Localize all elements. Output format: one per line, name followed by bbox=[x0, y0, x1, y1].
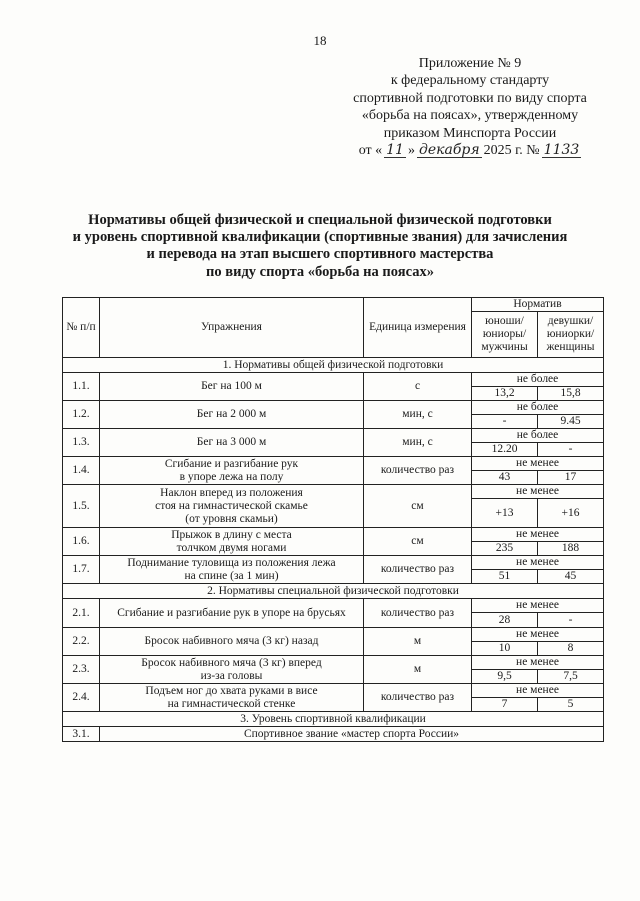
title-line: и перевода на этап высшего спортивного мастерства bbox=[146, 246, 494, 263]
value-male: 235 bbox=[472, 542, 538, 556]
row-number: 1.5. bbox=[63, 485, 100, 528]
row-unit: см bbox=[364, 528, 472, 556]
table-row bbox=[63, 457, 604, 471]
section-header-row bbox=[63, 712, 604, 727]
value-male: 12.20 bbox=[472, 443, 538, 457]
value-male: 7 bbox=[472, 698, 538, 712]
row-limit: не менее bbox=[472, 528, 604, 542]
table-row bbox=[63, 556, 604, 570]
document-title bbox=[40, 212, 600, 281]
row-limit: не менее bbox=[472, 599, 604, 613]
row-number: 1.2. bbox=[63, 401, 100, 429]
value-female: - bbox=[538, 613, 604, 628]
row-unit: количество раз bbox=[364, 556, 472, 584]
table-header-row bbox=[63, 298, 604, 312]
value-female: 45 bbox=[538, 570, 604, 584]
table-row bbox=[63, 656, 604, 670]
row-number: 1.7. bbox=[63, 556, 100, 584]
row-unit: мин, с bbox=[364, 429, 472, 457]
row-number: 1.6. bbox=[63, 528, 100, 556]
appendix-line: к федеральному стандарту bbox=[390, 73, 550, 89]
value-female: 5 bbox=[538, 698, 604, 712]
value-male: +13 bbox=[472, 499, 538, 528]
table-row bbox=[63, 429, 604, 443]
row-exercise: Бег на 3 000 м bbox=[100, 429, 364, 457]
row-exercise: Бег на 2 000 м bbox=[100, 401, 364, 429]
qualification-number: 3.1. bbox=[63, 727, 100, 742]
row-exercise: Бег на 100 м bbox=[100, 373, 364, 401]
value-female: - bbox=[538, 443, 604, 457]
date-mid: » bbox=[407, 143, 415, 159]
title-line: Нормативы общей физической и специальной физической подготовки bbox=[88, 212, 552, 228]
value-female: 17 bbox=[538, 471, 604, 485]
section-title: 1. Нормативы общей физической подготовки bbox=[63, 358, 604, 373]
section-header-row bbox=[63, 358, 604, 373]
row-number: 1.1. bbox=[63, 373, 100, 401]
row-limit: не менее bbox=[472, 684, 604, 698]
header-num: № п/п bbox=[63, 298, 100, 358]
handwritten-month: декабря bbox=[418, 142, 480, 159]
header-norm: Норматив bbox=[472, 298, 604, 312]
table-row bbox=[63, 373, 604, 387]
appendix-line: приказом Минспорта России bbox=[383, 125, 557, 141]
value-male: 28 bbox=[472, 613, 538, 628]
table-row bbox=[63, 401, 604, 415]
value-male: 9,5 bbox=[472, 670, 538, 684]
value-male: 13,2 bbox=[472, 387, 538, 401]
norms-table bbox=[62, 297, 604, 742]
title-line: и уровень спортивной квалификации (спортивные звания) для зачисления bbox=[72, 229, 568, 246]
row-number: 2.3. bbox=[63, 656, 100, 684]
row-limit: не менее bbox=[472, 628, 604, 642]
header-male: юноши/ юниоры/ мужчины bbox=[472, 312, 538, 358]
value-female: 9.45 bbox=[538, 415, 604, 429]
row-limit: не более bbox=[472, 373, 604, 387]
title-line: по виду спорта «борьба на поясах» bbox=[206, 263, 434, 280]
row-unit: мин, с bbox=[364, 401, 472, 429]
handwritten-order-number: 1133 bbox=[543, 142, 580, 159]
table-row bbox=[63, 684, 604, 698]
row-exercise: Прыжок в длину с места толчком двумя ногами bbox=[100, 528, 364, 556]
row-number: 2.1. bbox=[63, 599, 100, 628]
row-limit: не менее bbox=[472, 656, 604, 670]
row-unit: количество раз bbox=[364, 599, 472, 628]
value-male: 43 bbox=[472, 471, 538, 485]
date-prefix: от « bbox=[358, 143, 383, 159]
appendix-line: Приложение № 9 bbox=[418, 56, 522, 71]
row-unit: см bbox=[364, 485, 472, 528]
row-limit: не более bbox=[472, 401, 604, 415]
row-exercise: Поднимание туловища из положения лежа на спине (за 1 мин) bbox=[100, 556, 364, 584]
row-limit: не менее bbox=[472, 457, 604, 471]
value-female: +16 bbox=[538, 499, 604, 528]
section-header-row bbox=[63, 584, 604, 599]
value-female: 188 bbox=[538, 542, 604, 556]
appendix-block bbox=[340, 55, 600, 159]
row-unit: м bbox=[364, 656, 472, 684]
row-exercise: Бросок набивного мяча (3 кг) вперед из-за головы bbox=[100, 656, 364, 684]
appendix-line: спортивной подготовки по виду спорта bbox=[353, 90, 587, 106]
date-suffix: 2025 г. № bbox=[483, 143, 540, 159]
qualification-row bbox=[63, 727, 604, 742]
norms-table-body bbox=[63, 298, 604, 742]
row-exercise: Наклон вперед из положения стоя на гимнастической скамье (от уровня скамьи) bbox=[100, 485, 364, 528]
header-exercise: Упражнения bbox=[100, 298, 364, 358]
section-title: 3. Уровень спортивной квалификации bbox=[63, 712, 604, 727]
header-female: девушки/ юниорки/ женщины bbox=[538, 312, 604, 358]
table-row bbox=[63, 528, 604, 542]
row-limit: не менее bbox=[472, 556, 604, 570]
handwritten-day: 11 bbox=[386, 142, 404, 159]
header-unit: Единица измерения bbox=[364, 298, 472, 358]
order-date-line bbox=[340, 142, 600, 159]
row-number: 1.3. bbox=[63, 429, 100, 457]
row-unit: с bbox=[364, 373, 472, 401]
row-exercise: Сгибание и разгибание рук в упоре лежа на полу bbox=[100, 457, 364, 485]
table-row bbox=[63, 485, 604, 499]
value-female: 15,8 bbox=[538, 387, 604, 401]
value-male: 10 bbox=[472, 642, 538, 656]
value-female: 8 bbox=[538, 642, 604, 656]
table-row bbox=[63, 599, 604, 613]
section-title: 2. Нормативы специальной физической подготовки bbox=[63, 584, 604, 599]
page-number: 18 bbox=[313, 33, 327, 48]
row-number: 1.4. bbox=[63, 457, 100, 485]
qualification-text: Спортивное звание «мастер спорта России» bbox=[100, 727, 604, 742]
value-male: - bbox=[472, 415, 538, 429]
row-exercise: Подъем ног до хвата руками в висе на гимнастической стенке bbox=[100, 684, 364, 712]
row-number: 2.4. bbox=[63, 684, 100, 712]
row-limit: не менее bbox=[472, 485, 604, 499]
table-row bbox=[63, 628, 604, 642]
row-exercise: Сгибание и разгибание рук в упоре на брусьях bbox=[100, 599, 364, 628]
row-number: 2.2. bbox=[63, 628, 100, 656]
row-unit: м bbox=[364, 628, 472, 656]
row-limit: не более bbox=[472, 429, 604, 443]
row-unit: количество раз bbox=[364, 684, 472, 712]
value-male: 51 bbox=[472, 570, 538, 584]
row-unit: количество раз bbox=[364, 457, 472, 485]
row-exercise: Бросок набивного мяча (3 кг) назад bbox=[100, 628, 364, 656]
value-female: 7,5 bbox=[538, 670, 604, 684]
appendix-line: «борьба на поясах», утвержденному bbox=[361, 108, 579, 124]
